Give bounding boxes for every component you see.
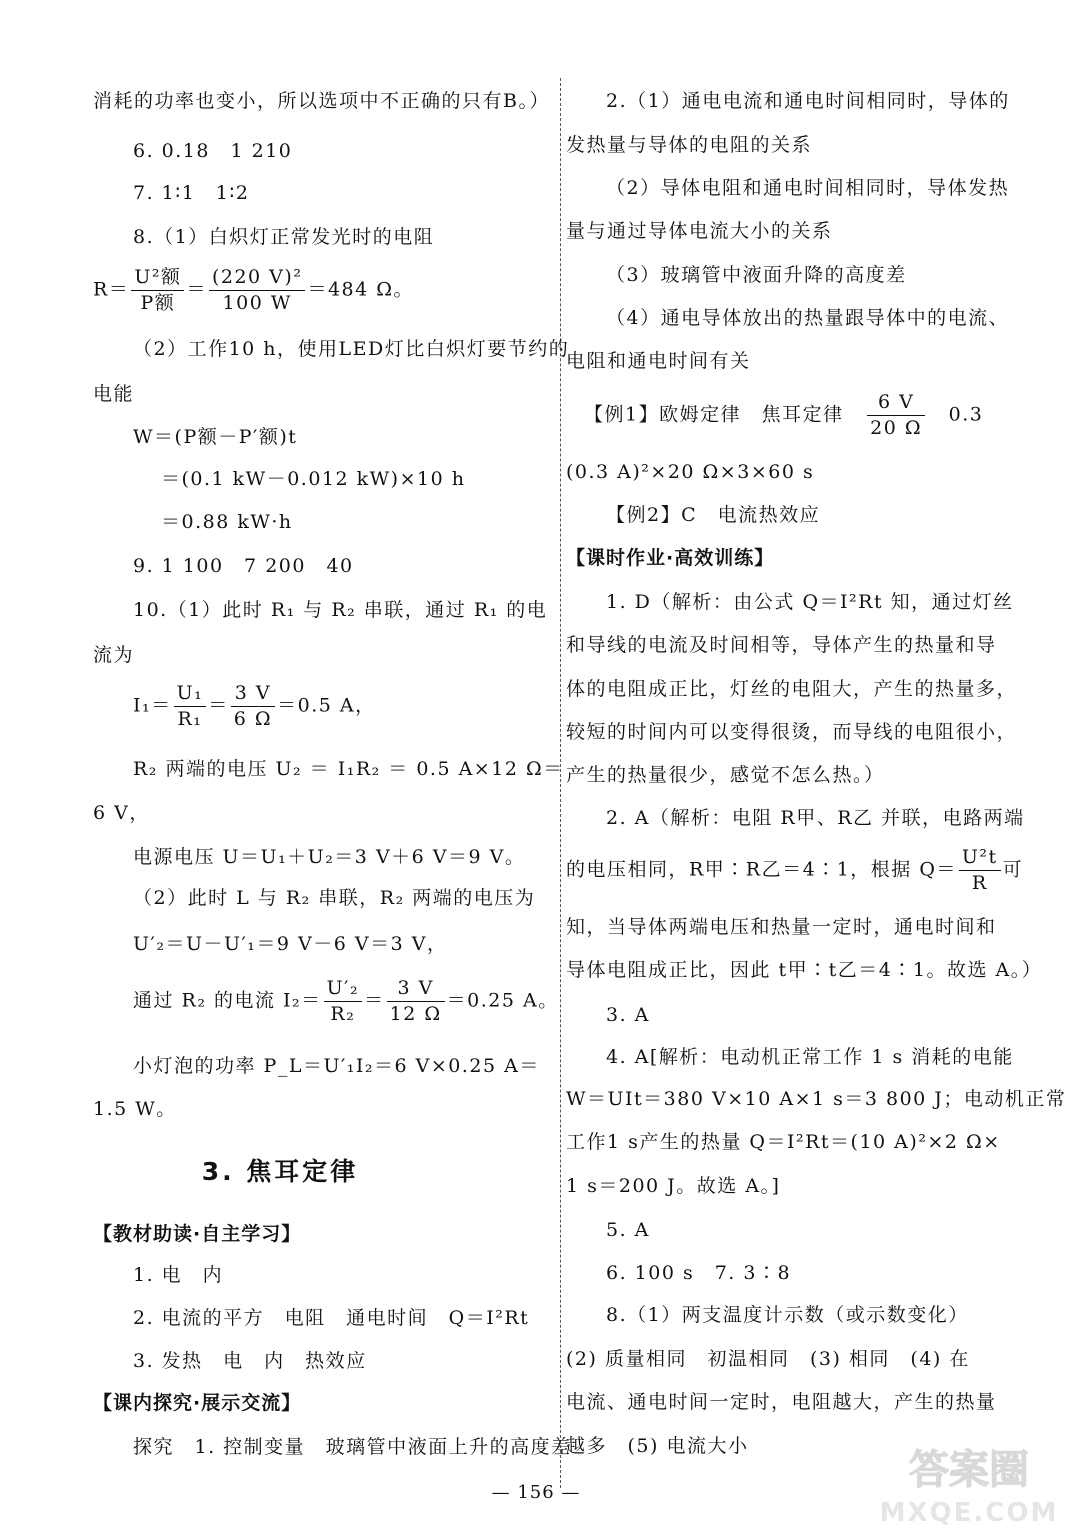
answer-3: 3. A [606,1004,650,1026]
text-line: 导体电阻成正比，因此 t甲∶t乙＝4∶1。故选 A。） [566,959,1043,981]
answer-5: 5. A [606,1219,650,1241]
text-line: 电源电压 U＝U₁＋U₂＝3 V＋6 V＝9 V。 [133,846,526,868]
fraction: $\frac{\text{U′₂}}{\text{R₂}}$ [324,978,362,1025]
text-line: 和导线的电流及时间相等，导体产生的热量和导 [566,634,997,656]
formula-line: W＝(P额－P′额)t [133,426,298,448]
text-line: 越多 (5) 电流大小 [566,1435,749,1457]
text-line: 量与通过导体电流大小的关系 [566,220,833,242]
formula-line: ＝0.88 kW·h [161,511,293,533]
page-number: — 156 — [491,1482,581,1503]
text-line: (2) 质量相同 初温相同 (3) 相同 (4) 在 [566,1348,970,1370]
column-divider [560,78,561,1488]
text-line: 1. 电 内 [133,1264,224,1286]
text-line: 电能 [93,383,135,405]
answer-8: 8.（1）两支温度计示数（或示数变化） [606,1304,969,1326]
text-line: 3. 发热 电 内 热效应 [133,1350,367,1372]
watermark-text: 答案圈 [909,1447,1029,1493]
text-line: 知，当导体两端电压和热量一定时，通电时间和 [566,916,997,938]
answer-7: 7. 1∶1 1∶2 [133,182,250,204]
text-line: （2）工作10 h，使用LED灯比白炽灯要节约的 [133,338,570,360]
formula-resistance: R＝ $\frac{\text{U²额}}{\text{P额}}$ ＝ $\frac{\text{(220 V)²}}{100 W}$ ＝484 Ω。 [93,266,414,314]
text-line: 探究 1. 控制变量 玻璃管中液面上升的高度差 [133,1436,572,1458]
watermark-logo [874,1435,1064,1530]
text-line: 小灯泡的功率 P_L＝U′₁I₂＝6 V×0.25 A＝ [133,1055,540,1077]
section-heading: 【课内探究·展示交流】 [93,1392,302,1414]
formula-heat: 的电压相同，R甲∶R乙＝4∶1，根据 Q＝ $\frac{\text{U²t}}{R}$ 可 [566,846,1024,894]
answer-6: 6. 0.18 1 210 [133,140,293,162]
fraction: $\frac{\text{U²t}}{R}$ [959,847,1001,894]
text-line: 消耗的功率也变小，所以选项中不正确的只有B。） [93,90,550,112]
answer-6-7: 6. 100 s 7. 3∶8 [606,1262,792,1284]
fraction: $\frac{6 V}{20 \Omega}$ [867,392,925,439]
text-line: R₂ 两端的电压 U₂ ＝ I₁R₂ ＝ 0.5 A×12 Ω＝ [133,758,564,780]
watermark-url: MXQE.COM [879,1498,1059,1528]
formula-lhs: R＝ [93,278,130,301]
answer-10: 10.（1）此时 R₁ 与 R₂ 串联，通过 R₁ 的电 [133,599,548,621]
fraction: $\frac{\text{(220 V)²}}{100 W}$ [209,267,305,314]
fraction: $\frac{\text{U²额}}{\text{P额}}$ [131,267,184,314]
text-line: 工作1 s产生的热量 Q＝I²Rt＝(10 A)²×2 Ω× [566,1131,1001,1153]
example-1: 【例1】欧姆定律 焦耳定律 $\frac{6 V}{20 \Omega}$ 0.3 [584,391,984,439]
section-heading: 【教材助读·自主学习】 [93,1223,302,1245]
text-line: 较短的时间内可以变得很烫，而导线的电阻很小， [566,721,1018,743]
formula-current-2: 通过 R₂ 的电流 I₂＝ $\frac{\text{U′₂}}{\text{R₂}}$ ＝ $\frac{3 V}{12 \Omega}$ ＝0.25 A。 [133,977,559,1025]
text-line: 2. 电流的平方 电阻 通电时间 Q＝I²Rt [133,1307,530,1329]
text-line: 6 V， [93,802,150,824]
text-line: （2）此时 L 与 R₂ 串联，R₂ 两端的电压为 [133,887,536,909]
formula-line: ＝(0.1 kW－0.012 kW)×10 h [161,468,466,490]
text-line: 流为 [93,644,135,666]
text-line: 1.5 W。 [93,1098,177,1120]
text-line: （3）玻璃管中液面升降的高度差 [606,264,907,286]
answer-2: 2. A（解析：电阻 R甲、R乙 并联，电路两端 [606,807,1025,829]
text-line: 产生的热量很少，感觉不怎么热。） [566,764,885,786]
example-2: 【例2】C 电流热效应 [606,504,821,526]
text-line: 发热量与导体的电阻的关系 [566,134,813,156]
answer-9: 9. 1 100 7 200 40 [133,555,354,577]
text-line: 电阻和通电时间有关 [566,350,751,372]
text-line: 2.（1）通电电流和通电时间相同时，导体的 [606,90,1010,112]
fraction: $\frac{\text{U₁}}{\text{R₁}}$ [174,683,207,730]
text-line: 体的电阻成正比，灯丝的电阻大，产生的热量多， [566,678,1018,700]
answer-4: 4. A[解析：电动机正常工作 1 s 消耗的电能 [606,1046,1014,1068]
text-line: (0.3 A)²×20 Ω×3×60 s [566,461,815,483]
formula-current: I₁＝ $\frac{\text{U₁}}{\text{R₁}}$ ＝ $\frac{3 V}{6 \Omega}$ ＝0.5 A， [133,682,376,730]
text-line: W＝UIt＝380 V×10 A×1 s＝3 800 J；电动机正常 [566,1088,1067,1110]
answer-8: 8.（1）白炽灯正常发光时的电阻 [133,226,435,248]
section-heading: 【课时作业·高效训练】 [566,547,775,569]
fraction: $\frac{3 V}{12 \Omega}$ [387,978,445,1025]
text-line: 1 s＝200 J。故选 A。] [566,1175,781,1197]
text-line: （4）通电导体放出的热量跟导体中的电流、 [606,307,1010,329]
text-line: U′₂＝U－U′₁＝9 V－6 V＝3 V， [133,933,448,955]
section-title: 3. 焦耳定律 [201,1157,359,1186]
text-line: （2）导体电阻和通电时间相同时，导体发热 [606,177,1010,199]
text-line: 电流、通电时间一定时，电阻越大，产生的热量 [566,1391,997,1413]
answer-1: 1. D（解析：由公式 Q＝I²Rt 知，通过灯丝 [606,591,1014,613]
fraction: $\frac{3 V}{6 \Omega}$ [231,683,275,730]
